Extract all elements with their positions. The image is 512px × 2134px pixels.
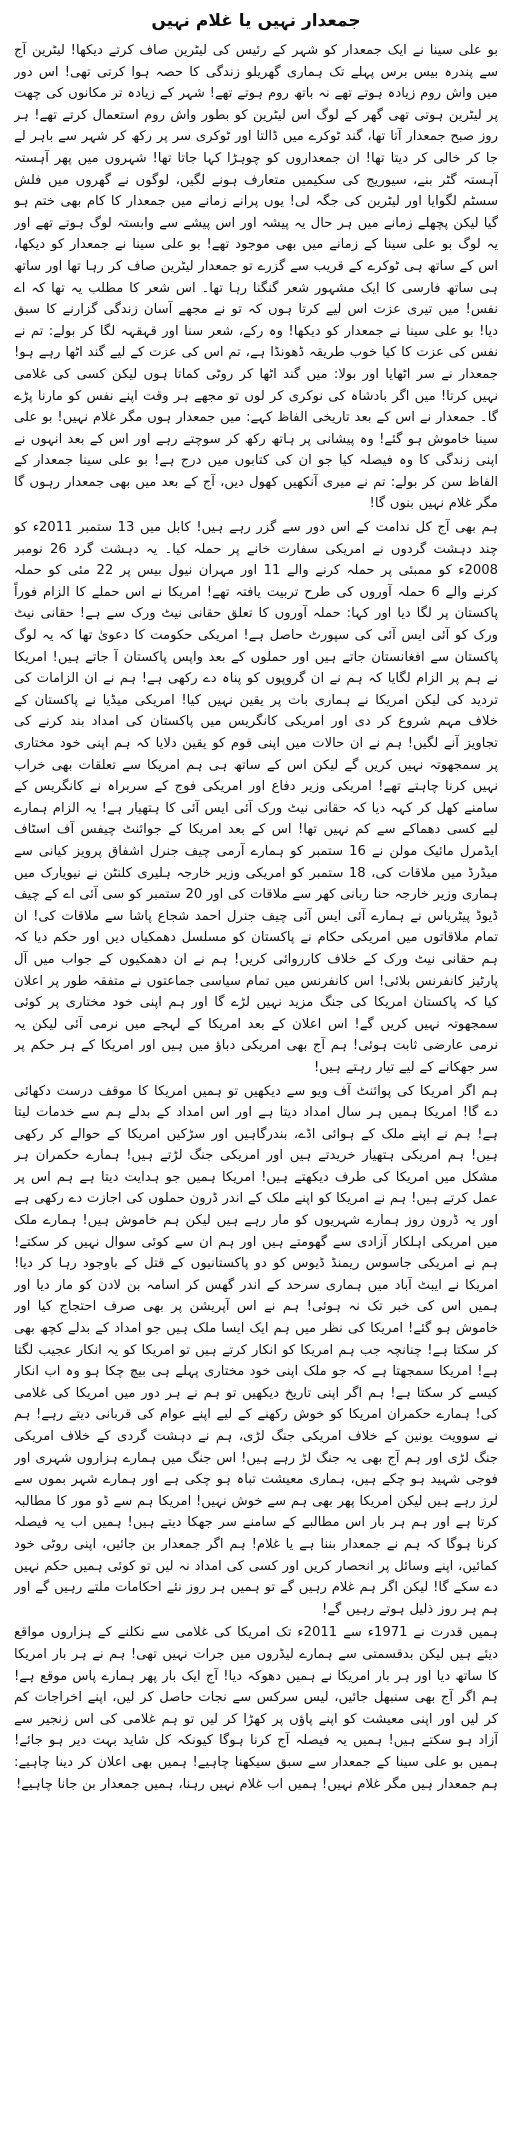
article-paragraph-3: ہم اگر امریکا کی پوائنٹ آف ویو سے دیکھیں تو ہمیں امریکا کا موقف درست دکھائی دے گا! امریکا ہمیں ہر سال امداد دیتا ہے اور اس امداد کے بدلے ہم سے خدمات لیتا ہے! ہم نے اپنے ملک کے ہوائی اڈے، بندرگاہیں اور سڑکیں امریکا کے حوالے کر رکھی ہیں! ہم امریکی ہتھیار خریدتے ہیں اور امریکی جنگ لڑتے ہیں! ہمارے حکمران ہر مشکل میں امریکا کی طرف دیکھتے ہیں! امریکا ہمیں جو ہدایت دیتا ہے ہم اس پر عمل کرتے ہیں! ہم نے امریکا کو اپنے ملک کے اندر ڈرون حملوں کی اجازت دے رکھی ہے اور یہ ڈرون روز ہمارے شہریوں کو مار رہے ہیں لیکن ہم خاموش ہیں! ہمارے ملک میں امریکی اہلکار آزادی سے گھومتے ہیں اور ہم ان سے کوئی سوال نہیں کر سکتے! ہم نے امریکی جاسوس ریمنڈ ڈیوس کو دو پاکستانیوں کے قتل کے باوجود رہا کر دیا! امریکا نے ایبٹ آباد میں ہماری سرحد کے اندر گھس کر اسامہ بن لادن کو مار دیا اور ہمیں اس کی خبر تک نہ ہوئی! ہم نے اس آپریشن پر بھی صرف احتجاج کیا اور خاموش ہو گئے! امریکا کی نظر میں ہم ایک ایسا ملک ہیں جو امداد کے بدلے کچھ بھی کر سکتا ہے! چنانچہ جب ہم امریکا کو انکار کرتے ہیں تو امریکا کو یہ انکار عجیب لگتا ہے! امریکا سمجھتا ہے کہ جو ملک اپنی خود مختاری پہلے ہی بیچ چکا ہو وہ اب انکار کیسے کر سکتا ہے! ہم اگر اپنی تاریخ دیکھیں تو ہم نے ہر دور میں امریکا کی غلامی کی! ہمارے حکمران امریکا کو خوش رکھنے کے لیے اپنے عوام کی قربانی دیتے رہے! ہم نے سوویت یونین کے خلاف امریکی جنگ لڑی، ہم نے دہشت گردی کے خلاف امریکی جنگ لڑی اور ہم آج بھی یہ جنگ لڑ رہے ہیں! اس جنگ میں ہمارے ہزاروں شہری اور فوجی شہید ہو چکے ہیں، ہماری معیشت تباہ ہو چکی ہے اور ہمارے شہر بموں سے لرز رہے ہیں لیکن امریکا پھر بھی ہم سے خوش نہیں! امریکا ہم سے ڈو مور کا مطالبہ کرتا ہے اور ہم ہر بار اس مطالبے کے سامنے سر جھکا دیتے ہیں! ہمیں اب یہ فیصلہ کرنا ہوگا کہ ہم نے جمعدار بننا ہے یا غلام! ہم اگر جمعدار بن جائیں، اپنی روٹی خود کمائیں، اپنے وسائل پر انحصار کریں اور کسی کی امداد نہ لیں تو کوئی ہمیں حکم نہیں دے سکے گا! لیکن اگر ہم غلام رہیں گے تو ہمیں ہر روز نئے احکامات ملتے رہیں گے اور ہم ہر روز ذلیل ہوتے رہیں گے! — [14, 1083, 498, 1617]
article-paragraph-4: ہمیں قدرت نے 1971ء سے 2011ء تک امریکا کی غلامی سے نکلنے کے ہزاروں مواقع دیئے ہیں لیکن بدقسمتی سے ہمارے لیڈروں میں جرات نہیں تھی! ہم نے ہر بار امریکا کا ساتھ دیا اور ہر بار امریکا نے ہمیں دھوکہ دیا! آج ایک بار پھر ہمارے پاس موقع ہے! ہم اگر آج بھی سنبھل جائیں، لیس سرکس سے نجات حاصل کر لیں، اپنے اخراجات کم کر لیں اور اپنی معیشت کو اپنے پاؤں پر کھڑا کر لیں تو ہم غلامی کی اس زنجیر سے آزاد ہو سکتے ہیں! ہمیں یہ فیصلہ آج کرنا ہوگا کیونکہ کل شاید بہت دیر ہو جائے! ہمیں بو علی سینا کے جمعدار سے سبق سیکھنا چاہیے! ہمیں بھی اعلان کر دینا چاہیے: ہم جمعدار ہیں مگر غلام نہیں! ہمیں اب غلام نہیں رہنا، ہمیں جمعدار بن جانا چاہیے! — [14, 1625, 498, 1792]
article-headline: جمعدار نہیں یا غلام نہیں — [151, 11, 361, 31]
article-paragraph-1: بو علی سینا نے ایک جمعدار کو شہر کے رئیس کی لیٹرین صاف کرتے دیکھا! لیٹرین آج سے پندرہ بیس برس پہلے تک ہماری گھریلو زندگی کا حصہ ہوا کرتی تھی! اس دور میں واش روم زیادہ ہوتے تھے نہ باتھ روم ہوتے تھے! شہر کے زیادہ تر مکانوں کی چھت پر لیٹرین ہوتی تھی گھر کے لوگ اس لیٹرین کو بطور واش روم استعمال کرتے تھے! ہر روز صبح جمعدار آتا تھا، گند ٹوکرے میں ڈالتا اور ٹوکری سر پر رکھ کر شہر سے باہر لے جا کر خالی کر دیتا تھا! ان جمعداروں کو چوہڑا کہا جاتا تھا! شہروں میں پھر آہستہ آہستہ گٹر بنے، سیوریج کی سکیمیں متعارف ہونے لگیں، لوگوں نے گھروں میں فلش سسٹم لگوایا اور لیٹرین کی جگہ لی! یوں پرانے زمانے میں جمعدار کا کام بھی ختم ہو گیا لیکن پچھلے زمانے میں ہر حال یہ پیشہ اور اس پیشے سے وابستہ لوگ ہوتے تھے اور یہ لوگ بو علی سینا کے زمانے میں بھی موجود تھے! بو علی سینا نے جمعدار کو دیکھا، اس کے ساتھ ہی ٹوکرے کے قریب سے گزرے تو جمعدار لیٹرین صاف کر رہا تھا اور ساتھ ہی ساتھ فارسی کا ایک مشہور شعر گنگنا رہا تھا۔ اس شعر کا مطلب یہ تھا کہ اے نفس! میں تیری عزت اس لیے کرتا ہوں کہ تو نے مجھے آسان زندگی گزارنے کا سبق دیا! بو علی سینا نے جمعدار کو دیکھا! وہ رکے، شعر سنا اور قہقہہ لگا کر بولے: تم نے نفس کی عزت کا کیا خوب طریقہ ڈھونڈا ہے، تم اس کی عزت کے لیے گند اٹھا رہے ہو! جمعدار نے سر اٹھایا اور بولا: میں گند اٹھا کر روٹی کماتا ہوں لیکن کسی کی غلامی نہیں کرتا! میں اگر بادشاہ کی نوکری کر لوں تو مجھے ہر وقت اپنے نفس کو مارنا پڑے گا۔ جمعدار نے اس کے بعد تاریخی الفاظ کہے: میں جمعدار ہوں مگر غلام نہیں! بو علی سینا خاموش ہو گئے! وہ پیشانی پر ہاتھ رکھ کر سوچتے رہے اور اس کے بعد انہوں نے اپنی زندگی کا وہ فیصلہ کیا جو ان کی کتابوں میں درج ہے! بو علی سینا جمعدار کے الفاظ سن کر بولے: تم نے میری آنکھیں کھول دیں، آج کے بعد میں بھی جمعدار رہوں گا مگر غلام نہیں بنوں گا! — [14, 43, 498, 512]
article-body — [14, 40, 498, 2130]
article-paragraph-2: ہم بھی آج کل ندامت کے اس دور سے گزر رہے ہیں! کابل میں 13 ستمبر 2011ء کو چند دہشت گردوں نے امریکی سفارت خانے پر حملہ کیا۔ یہ دہشت گرد 26 نومبر 2008ء کو ممبئی پر حملہ کرنے والے 11 اور مہران نیول بیس پر 22 مئی کو حملہ کرنے والے 6 حملہ آوروں کی طرح تربیت یافتہ تھے! امریکا نے اس حملے کا الزام فوراً پاکستان پر لگا دیا اور کہا: حملہ آوروں کا تعلق حقانی نیٹ ورک سے ہے! حقانی نیٹ ورک کو آئی ایس آئی کی سپورٹ حاصل ہے! امریکی حکومت کا دعویٰ تھا کہ یہ لوگ پاکستان سے افغانستان جاتے ہیں اور حملوں کے بعد واپس پاکستان آ جاتے ہیں! امریکا نے ہم پر الزام لگایا کہ ہم نے ان گروپوں کو پناہ دے رکھی ہے! ہم نے ان الزامات کی تردید کی لیکن امریکا نے ہماری بات پر یقین نہیں کیا! امریکی میڈیا نے پاکستان کے خلاف مہم شروع کر دی اور امریکی کانگریس میں پاکستان کی امداد بند کرنے کی تجاویز آنے لگیں! ہم نے ان حالات میں اپنی قوم کو یقین دلایا کہ ہم اپنی خود مختاری پر سمجھوتہ نہیں کریں گے لیکن اس کے ساتھ ہی ہم امریکا سے تعلقات بھی خراب نہیں کرنا چاہتے تھے! امریکی وزیر دفاع اور امریکی فوج کے سربراہ نے کانگریس کے سامنے کھل کر کہہ دیا کہ حقانی نیٹ ورک آئی ایس آئی کا ہتھیار ہے! یہ الزام ہمارے لیے کسی دھماکے سے کم نہیں تھا! اس کے بعد امریکا کے جوائنٹ چیفس آف اسٹاف ایڈمرل مائیک مولن نے 16 ستمبر کو ہمارے آرمی چیف جنرل اشفاق پرویز کیانی سے میڈرڈ میں ملاقات کی، 18 ستمبر کو امریکی وزیر خارجہ ہلیری کلنٹن نے نیویارک میں ہماری وزیر خارجہ حنا ربانی کھر سے ملاقات کی اور 20 ستمبر کو سی آئی اے کے چیف ڈیوڈ پیٹریاس نے ہمارے آئی ایس آئی چیف جنرل احمد شجاع پاشا سے ملاقات کی! ان تمام ملاقاتوں میں امریکی حکام نے پاکستان کو مسلسل دھمکیاں دیں اور حکم دیا کہ ہم حقانی نیٹ ورک کے خلاف کارروائی کریں! ہم نے ان دھمکیوں کے جواب میں آل پارٹیز کانفرنس بلائی! اس کانفرنس میں تمام سیاسی جماعتوں نے متفقہ طور پر اعلان کیا کہ پاکستان امریکا کی جنگ مزید نہیں لڑے گا اور ہم اپنی خود مختاری پر کوئی سمجھوتہ نہیں کریں گے! اس اعلان کے بعد امریکا کے لہجے میں نرمی آئی لیکن یہ نرمی عارضی ثابت ہوئی! ہم آج بھی امریکی دباؤ میں ہیں اور امریکا کے ہر حکم پر سر جھکانے کے لیے تیار رہتے ہیں! — [14, 520, 498, 1075]
